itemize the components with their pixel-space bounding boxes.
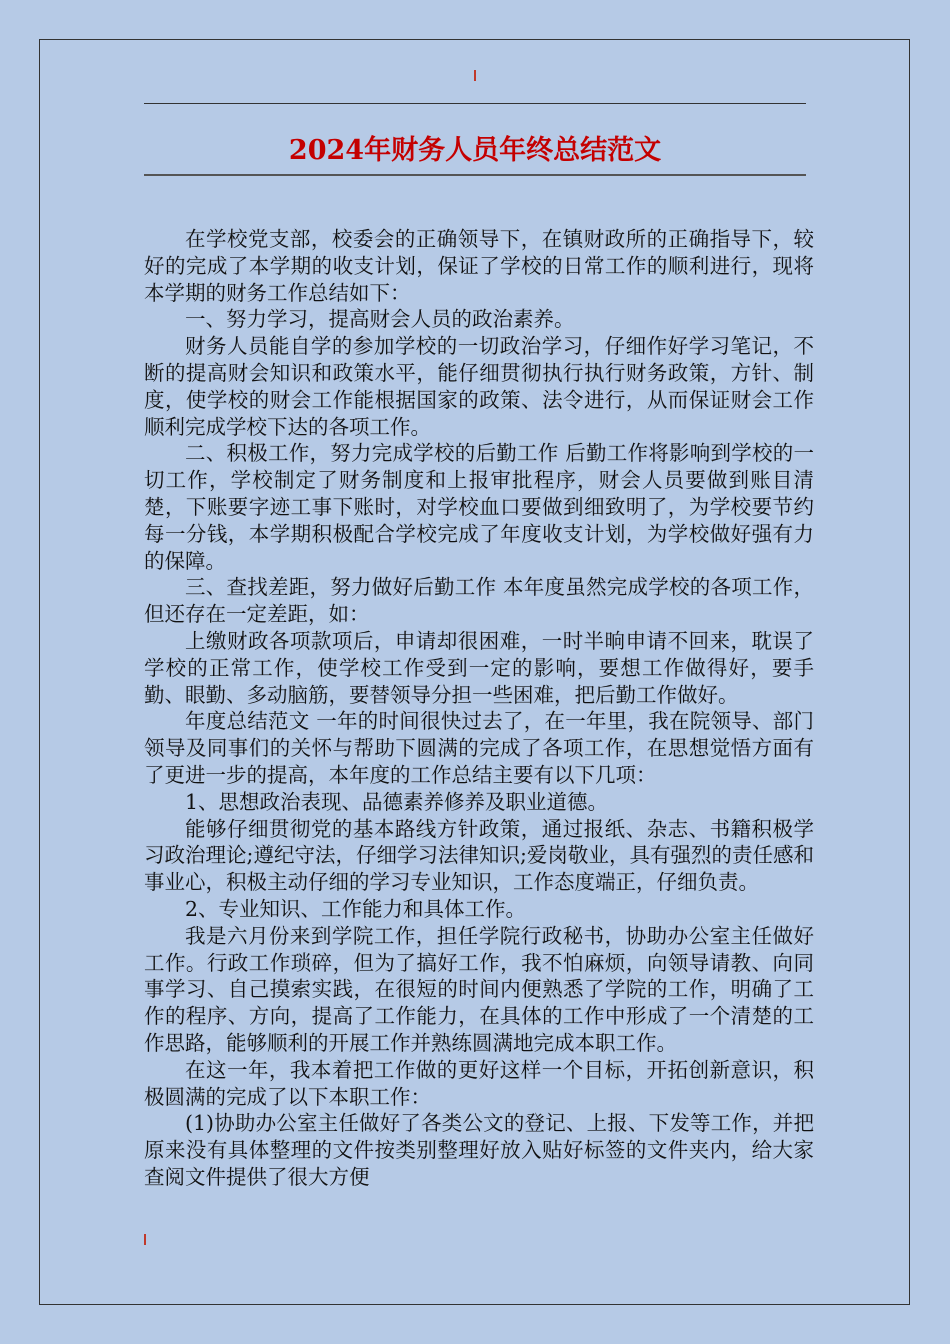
section-heading: 二、积极工作，努力完成学校的后勤工作 后勤工作将影响到学校的一切工作，学校制定了财务制度和上报审批程序，财会人员要做到账目清楚，下账要字迹工事下账时，对学校血口要做到细致明了，为学校要节约每一分钱，本学期积极配合学校完成了年度收支计划，为学校做好强有力的保障。 xyxy=(144,441,814,573)
paragraph: 年度总结范文 一年的时间很快过去了，在一年里，我在院领导、部门领导及同事们的关怀与帮助下圆满的完成了各项工作，在思想觉悟方面有了更进一步的提高，本年度的工作总结主要有以下几项： xyxy=(144,709,814,787)
paragraph: 我是六月份来到学院工作，担任学院行政秘书，协助办公室主任做好工作。行政工作琐碎，但为了搞好工作，我不怕麻烦，向领导请教、向同事学习、自己摸索实践，在很短的时间内便熟悉了学院的工作，明确了工作的程序、方向，提高了工作能力，在具体的工作中形成了一个清楚的工作思路，能够顺利的开展工作并熟练圆满地完成本职工作。 xyxy=(144,923,814,1055)
paragraph: 能够仔细贯彻党的基本路线方针政策，通过报纸、杂志、书籍积极学习政治理论;遵纪守法，仔细学习法律知识;爱岗敬业，具有强烈的责任感和事业心，积极主动仔细的学习专业知识，工作态度端正，仔细负责。 xyxy=(144,816,814,895)
header-mark xyxy=(474,70,476,81)
document-title: 2024年财务人员年终总结范文 xyxy=(288,135,662,166)
paragraph: (1)协助办公室主任做好了各类公文的登记、上报、下发等工作，并把原来没有具体整理的文件按类别整理好放入贴好标签的文件夹内，给大家查阅文件提供了很大方便 xyxy=(144,1111,814,1189)
paragraph: 在学校党支部，校委会的正确领导下，在镇财政所的正确指导下，较好的完成了本学期的收支计划，保证了学校的日常工作的顺利进行，现将本学期的财务工作总结如下： xyxy=(144,227,814,305)
document-page xyxy=(39,39,910,1305)
paragraph: 在这一年，我本着把工作做的更好这样一个目标，开拓创新意识，积极圆满的完成了以下本职工作： xyxy=(144,1057,814,1109)
header-rule xyxy=(144,103,806,104)
section-heading: 三、查找差距，努力做好后勤工作 本年度虽然完成学校的各项工作，但还存在一定差距，如： xyxy=(144,575,814,627)
section-heading: 一、努力学习，提高财会人员的政治素养。 xyxy=(185,307,575,332)
title-rule xyxy=(144,174,806,176)
section-heading: 1、思想政治表现、品德素养修养及职业道德。 xyxy=(185,789,609,814)
document-body xyxy=(144,226,814,1191)
section-heading: 2、专业知识、工作能力和具体工作。 xyxy=(185,896,527,921)
paragraph: 上缴财政各项款项后，申请却很困难，一时半晌申请不回来，耽误了学校的正常工作，使学校工作受到一定的影响，要想工作做得好，要手勤、眼勤、多动脑筋，要替领导分担一些困难，把后勤工作做好。 xyxy=(144,628,814,707)
footer-mark xyxy=(144,1234,146,1245)
paragraph: 财务人员能自学的参加学校的一切政治学习，仔细作好学习笔记，不断的提高财会知识和政策水平，能仔细贯彻执行执行财务政策，方针、制度，使学校的财会工作能根据国家的政策、法令进行，从而保证财会工作顺利完成学校下达的各项工作。 xyxy=(144,334,814,439)
